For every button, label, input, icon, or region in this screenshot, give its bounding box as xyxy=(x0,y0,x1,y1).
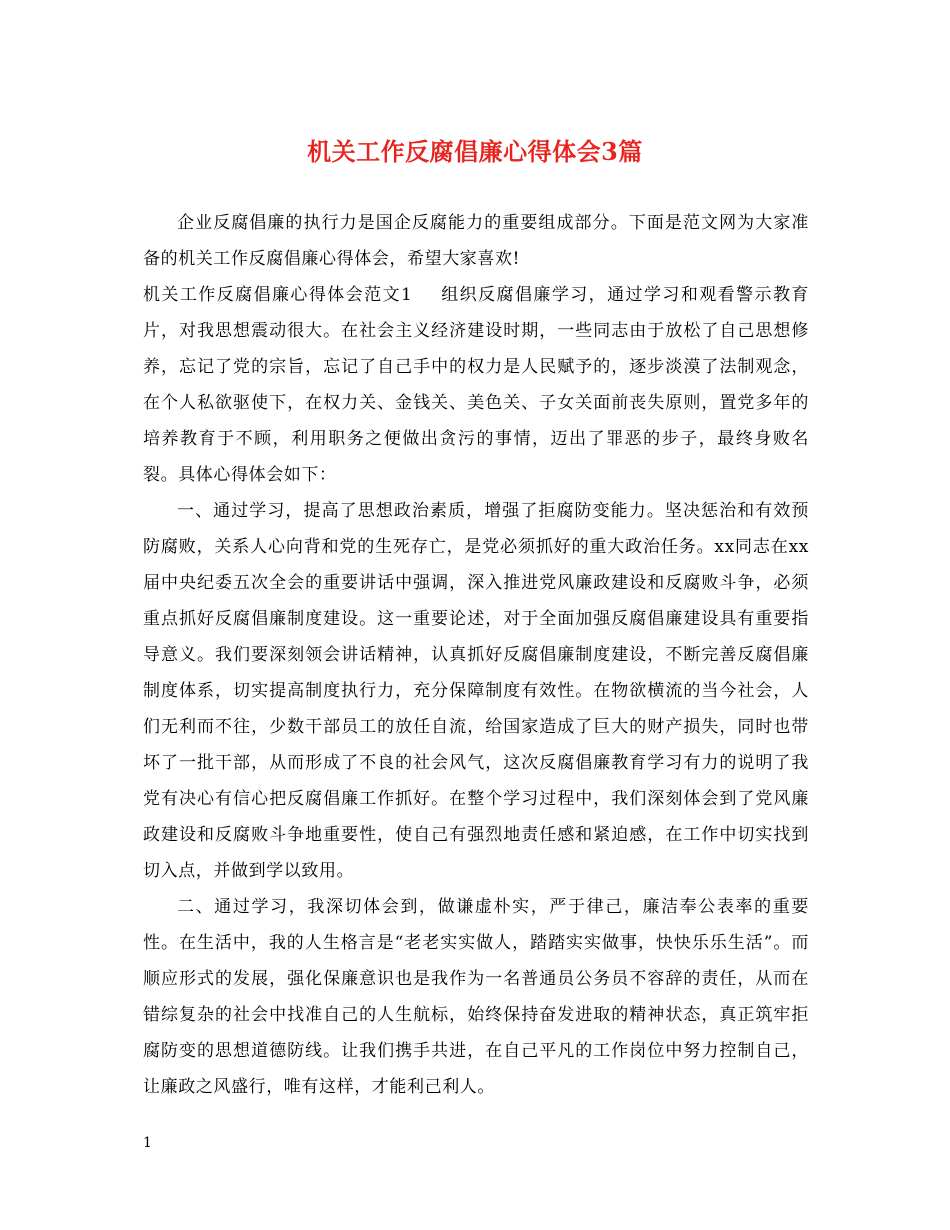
document-body xyxy=(143,205,809,1105)
sample-paragraph xyxy=(143,277,809,493)
sample-heading: 机关工作反腐倡廉心得体会范文1 xyxy=(143,285,413,305)
document-title: 机关工作反腐倡廉心得体会3篇 xyxy=(307,137,643,166)
paragraph-one: 一、通过学习，提高了思想政治素质，增强了拒腐防变能力。坚决惩治和有效预防腐败，关系人心向背和党的生死存亡，是党必须抓好的重大政治任务。xx同志在xx届中央纪委五次全会的重要讲话中强调，深入推进党风廉政建设和反腐败斗争，必须重点抓好反腐倡廉制度建设。这一重要论述，对于全面加强反腐倡廉建设具有重要指导意义。我们要深刻领会讲话精神，认真抓好反腐倡廉制度建设，不断完善反腐倡廉制度体系，切实提高制度执行力，充分保障制度有效性。在物欲横流的当今社会，人们无利而不往，少数干部员工的放任自流，给国家造成了巨大的财产损失，同时也带坏了一批干部，从而形成了不良的社会风气，这次反腐倡廉教育学习有力的说明了我党有决心有信心把反腐倡廉工作抓好。在整个学习过程中，我们深刻体会到了党风廉政建设和反腐败斗争地重要性，使自己有强烈地责任感和紧迫感，在工作中切实找到切入点，并做到学以致用。 xyxy=(143,501,809,881)
sample-intro-text: 组织反腐倡廉学习，通过学习和观看警示教育片，对我思想震动很大。在社会主义经济建设时期，一些同志由于放松了自己思想修养，忘记了党的宗旨，忘记了自己手中的权力是人民赋予的，逐步淡漠了法制观念，在个人私欲驱使下，在权力关、金钱关、美色关、子女关面前丧失原则，置党多年的培养教育于不顾，利用职务之便做出贪污的事情，迈出了罪恶的步子，最终身败名裂。具体心得体会如下： xyxy=(143,285,809,485)
page-number: 1 xyxy=(143,1135,152,1151)
intro-paragraph: 企业反腐倡廉的执行力是国企反腐能力的重要组成部分。下面是范文网为大家准备的机关工作反腐倡廉心得体会，希望大家喜欢! xyxy=(143,213,809,269)
paragraph-two: 二、通过学习，我深切体会到，做谦虚朴实，严于律己，廉洁奉公表率的重要性。在生活中，我的人生格言是“老老实实做人，踏踏实实做事，快快乐乐生活”。而顺应形式的发展，强化保廉意识也是我作为一名普通员公务员不容辞的责任，从而在错综复杂的社会中找准自己的人生航标，始终保持奋发进取的精神状态，真正筑牢拒腐防变的思想道德防线。让我们携手共进，在自己平凡的工作岗位中努力控制自己，让廉政之风盛行，唯有这样，才能利己利人。 xyxy=(143,897,809,1097)
